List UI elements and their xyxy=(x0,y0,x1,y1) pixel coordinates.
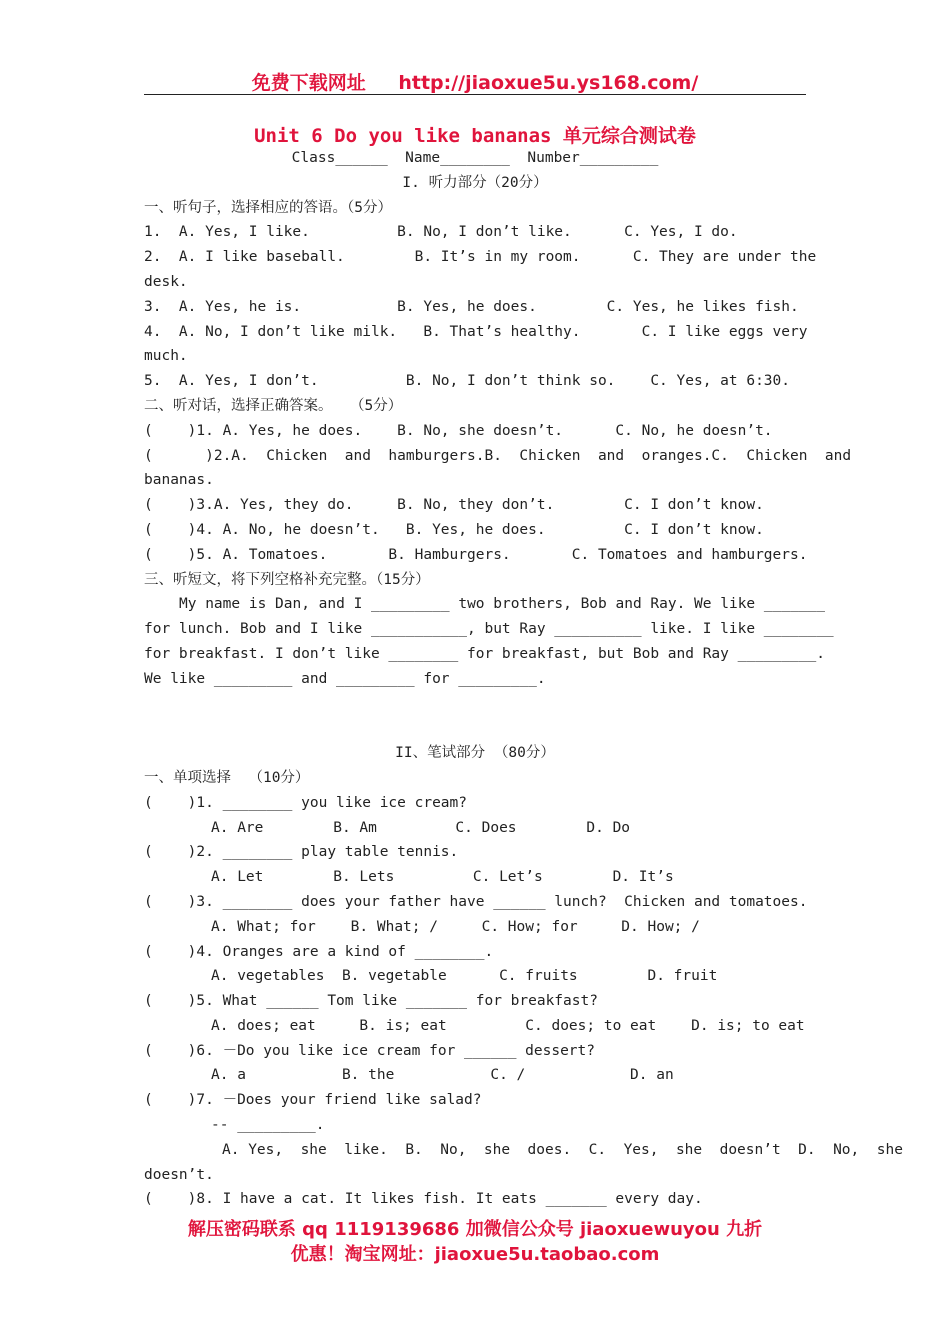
question-line: ( )3. ________ does your father have ______ lunch? Chicken and tomatoes. xyxy=(144,893,808,910)
header-label: 免费下载网址 xyxy=(251,72,366,94)
options-line: A. Yes, she like. B. No, she does. C. Yes, she doesn’t D. No, she xyxy=(222,1141,903,1158)
written-heading: II、笔试部分 （80分） xyxy=(395,745,555,762)
listening-part3-heading: 三、听短文，将下列空格补充完整。（15分） xyxy=(144,571,430,588)
listening-heading: I. 听力部分（20分） xyxy=(402,174,548,191)
question-line: ( )8. I have a cat. It likes fish. It eats _______ every day. xyxy=(144,1191,703,1208)
footer-promo xyxy=(0,1217,950,1267)
exam-body xyxy=(144,146,903,1212)
question-line: 1. A. Yes, I like. B. No, I don’t like. C. Yes, I do. xyxy=(144,224,738,241)
written-part1-heading: 一、单项选择 （10分） xyxy=(144,769,310,786)
listening-part1-heading: 一、听句子，选择相应的答语。（5分） xyxy=(144,199,392,216)
question-line: ( )6. －Do you like ice cream for ______ dessert? xyxy=(144,1042,595,1059)
passage-line: We like _________ and _________ for _________. xyxy=(144,670,546,687)
options-line: A. vegetables B. vegetable C. fruits D. fruit xyxy=(211,968,718,985)
header-banner xyxy=(0,68,950,95)
options-line: A. Are B. Am C. Does D. Do xyxy=(211,819,631,836)
question-line: ( )1. A. Yes, he does. B. No, she doesn’t. C. No, he doesn’t. xyxy=(144,422,773,439)
footer-line-2: 优惠！淘宝网址：jiaoxue5u.taobao.com xyxy=(290,1244,660,1265)
answer-blank-line: -- _________. xyxy=(211,1117,325,1134)
passage-line: for breakfast. I don’t like ________ for breakfast, but Bob and Ray _________. xyxy=(144,645,825,662)
page-title: Unit 6 Do you like bananas 单元综合测试卷 xyxy=(254,125,696,147)
listening-part2-heading: 二、听对话，选择正确答案。 （5分） xyxy=(144,397,403,414)
options-line: A. does; eat B. is; eat C. does; to eat D. is; to eat xyxy=(211,1017,805,1034)
header-url-link[interactable]: http://jiaoxue5u.ys168.com/ xyxy=(398,72,699,94)
question-line: ( )7. －Does your friend like salad? xyxy=(144,1092,482,1109)
passage-line: for lunch. Bob and I like ___________, but Ray __________ like. I like ________ xyxy=(144,621,834,638)
question-line: 3. A. Yes, he is. B. Yes, he does. C. Yes, he likes fish. xyxy=(144,298,799,315)
info-line: Class______ Name________ Number_________ xyxy=(291,150,659,166)
question-line: ( )2. ________ play table tennis. xyxy=(144,844,459,861)
question-line: ( )4. Oranges are a kind of ________. xyxy=(144,943,494,960)
options-line: A. a B. the C. / D. an xyxy=(211,1067,674,1084)
header-divider xyxy=(144,94,806,95)
options-line: A. What; for B. What; / C. How; for D. How; / xyxy=(211,918,700,935)
passage-line: My name is Dan, and I _________ two brothers, Bob and Ray. We like _______ xyxy=(179,596,826,613)
section-spacer xyxy=(144,692,806,742)
question-line: ( )1. ________ you like ice cream? xyxy=(144,794,468,811)
question-line: ( )5. What ______ Tom like _______ for breakfast? xyxy=(144,993,598,1010)
question-line: ( )2.A. Chicken and hamburgers.B. Chicken and oranges.C. Chicken and xyxy=(144,447,852,464)
question-line: desk. xyxy=(144,273,188,290)
question-line: bananas. xyxy=(144,472,214,489)
options-line: A. Let B. Lets C. Let’s D. It’s xyxy=(211,869,674,886)
question-line: much. xyxy=(144,348,188,365)
options-line: doesn’t. xyxy=(144,1166,214,1183)
question-line: 2. A. I like baseball. B. It’s in my room. C. They are under the xyxy=(144,249,817,266)
question-line: 5. A. Yes, I don’t. B. No, I don’t think so. C. Yes, at 6:30. xyxy=(144,373,791,390)
question-line: 4. A. No, I don’t like milk. B. That’s healthy. C. I like eggs very xyxy=(144,323,808,340)
question-line: ( )3.A. Yes, they do. B. No, they don’t. C. I don’t know. xyxy=(144,497,764,514)
footer-line-1: 解压密码联系 qq 1119139686 加微信公众号 jiaoxuewuyou 九折 xyxy=(187,1219,763,1240)
question-line: ( )4. A. No, he doesn’t. B. Yes, he does. C. I don’t know. xyxy=(144,521,764,538)
question-line: ( )5. A. Tomatoes. B. Hamburgers. C. Tomatoes and hamburgers. xyxy=(144,546,808,563)
